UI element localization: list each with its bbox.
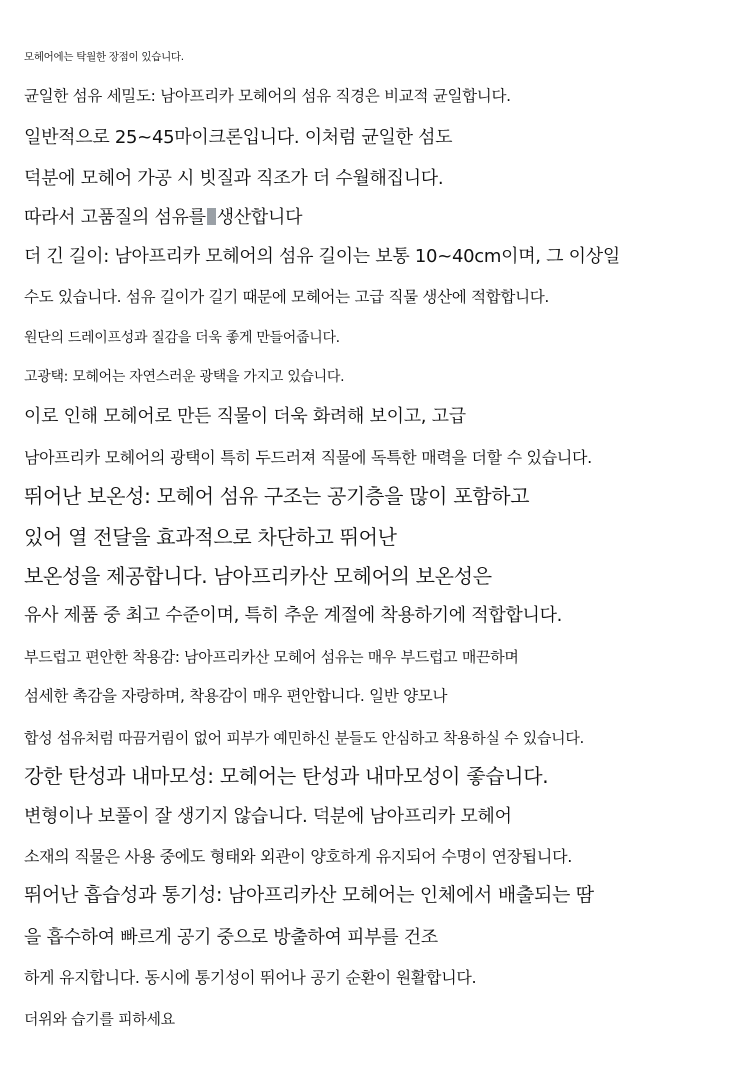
text-line: 강한 탄성과 내마모성: 모헤어는 탄성과 내마모성이 좋습니다.	[24, 764, 549, 788]
text-line: 소재의 직물은 사용 중에도 형태와 외관이 양호하게 유지되어 수명이 연장됩니다.	[24, 847, 573, 866]
text-line: 뛰어난 흡습성과 통기성: 남아프리카산 모헤어는 인체에서 배출되는 땀	[24, 884, 594, 906]
text-segment: 생산합니다	[216, 207, 303, 228]
text-line: 덕분에 모헤어 가공 시 빗질과 직조가 더 수월해집니다.	[24, 168, 444, 189]
text-line: 부드럽고 편안한 착용감: 남아프리카산 모헤어 섬유는 매우 부드럽고 매끈하며	[24, 648, 519, 666]
text-line: 균일한 섬유 세밀도: 남아프리카 모헤어의 섬유 직경은 비교적 균일합니다.	[24, 87, 511, 105]
text-line: 이로 인해 모헤어로 만든 직물이 더욱 화려해 보이고, 고급	[24, 406, 466, 427]
text-line: 합성 섬유처럼 따끔거림이 없어 피부가 예민하신 분들도 안심하고 착용하실 수 있습니다.	[24, 729, 584, 747]
text-line: 더위와 습기를 피하세요	[24, 1010, 175, 1028]
text-line: 뛰어난 보온성: 모헤어 섬유 구조는 공기층을 많이 포함하고	[24, 484, 530, 508]
text-cursor-icon	[207, 208, 216, 225]
text-line: 변형이나 보풀이 잘 생기지 않습니다. 덕분에 남아프리카 모헤어	[24, 806, 512, 827]
text-line: 하게 유지합니다. 동시에 통기성이 뛰어나 공기 순환이 원활합니다.	[24, 968, 477, 987]
text-line-with-cursor	[24, 208, 302, 227]
text-line: 일반적으로 25~45마이크론입니다. 이처럼 균일한 섬도	[24, 127, 453, 148]
text-line: 남아프리카 모헤어의 광택이 특히 두드러져 직물에 독특한 매력을 더할 수 있습니다.	[24, 448, 592, 467]
text-line: 원단의 드레이프성과 질감을 더욱 좋게 만들어줍니다.	[24, 330, 340, 346]
text-line: 을 흡수하여 빠르게 공기 중으로 방출하여 피부를 건조	[24, 927, 438, 948]
text-line: 더 긴 길이: 남아프리카 모헤어의 섬유 길이는 보통 10~40cm이며, 그 이상일	[24, 246, 620, 267]
text-segment: 따라서 고품질의 섬유를	[24, 207, 206, 228]
text-line: 보온성을 제공합니다. 남아프리카산 모헤어의 보온성은	[24, 564, 492, 588]
text-line: 모헤어에는 탁월한 장점이 있습니다.	[24, 51, 184, 63]
text-line: 유사 제품 중 최고 수준이며, 특히 추운 계절에 착용하기에 적합합니다.	[24, 605, 563, 626]
text-line: 있어 열 전달을 효과적으로 차단하고 뛰어난	[24, 525, 397, 549]
text-line: 수도 있습니다. 섬유 길이가 길기 때문에 모헤어는 고급 직물 생산에 적합합니다.	[24, 288, 550, 306]
text-line: 고광택: 모헤어는 자연스러운 광택을 가지고 있습니다.	[24, 369, 345, 385]
text-line: 섬세한 촉감을 자랑하며, 착용감이 매우 편안합니다. 일반 양모나	[24, 687, 448, 705]
